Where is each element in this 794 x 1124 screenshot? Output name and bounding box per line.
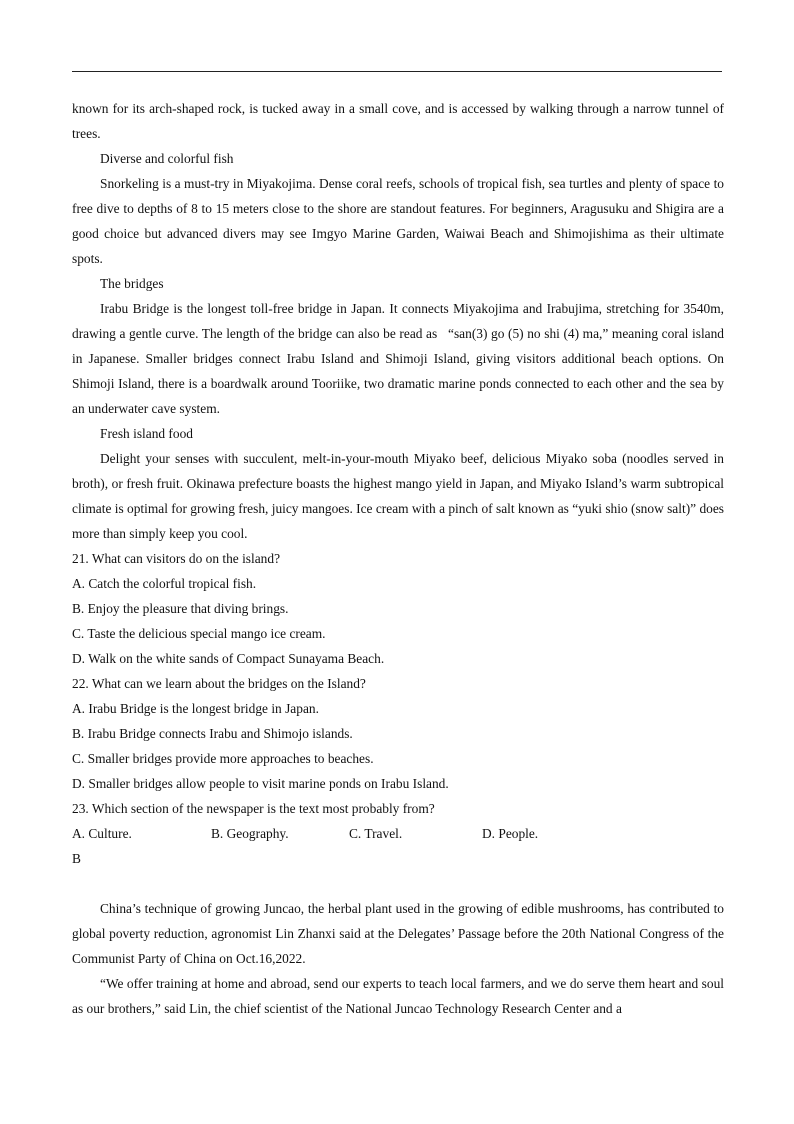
option-b[interactable]: B. Geography. xyxy=(211,826,289,841)
options-row xyxy=(72,821,724,846)
passage-b-label: B xyxy=(72,851,81,866)
passage-b-paragraph: China’s technique of growing Juncao, the herbal plant used in the growing of edible mushrooms, has contributed to global poverty reduction, agronomist Lin Zhanxi said at the Delegates’ Passage before the 20th National Congress of the Communist Party of China on Oct.16,2022. xyxy=(72,901,724,966)
option-c[interactable]: C. Smaller bridges provide more approaches to beaches. xyxy=(72,751,374,766)
option-c[interactable]: C. Travel. xyxy=(349,826,403,841)
section-heading-food: Fresh island food xyxy=(100,426,193,441)
option-d[interactable]: D. Walk on the white sands of Compact Sunayama Beach. xyxy=(72,651,385,666)
option-a[interactable]: A. Catch the colorful tropical fish. xyxy=(72,576,257,591)
option-d[interactable]: D. People. xyxy=(482,826,539,841)
passage-a-intro-continuation: known for its arch-shaped rock, is tucked away in a small cove, and is accessed by walking through a narrow tunnel of trees. xyxy=(72,101,724,141)
option-b[interactable]: B. Enjoy the pleasure that diving brings. xyxy=(72,601,289,616)
option-c[interactable]: C. Taste the delicious special mango ice cream. xyxy=(72,626,326,641)
section-body-food: Delight your senses with succulent, melt-in-your-mouth Miyako beef, delicious Miyako soba (noodles served in broth), or fresh fruit. Okinawa prefecture boasts the highest mango yield in Japan, and Miyako Island’s warm subtropical climate is optimal for growing fresh, juicy mangoes. Ice cream with a pinch of salt known as “yuki shio (snow salt)” does more than simply keep you cool. xyxy=(72,451,724,541)
passage-b-paragraph: “We offer training at home and abroad, send our experts to teach local farmers, and we do serve them heart and soul as our brothers,” said Lin, the chief scientist of the National Juncao Technology Research Center and a xyxy=(72,976,724,1016)
section-body-fish: Snorkeling is a must-try in Miyakojima. Dense coral reefs, schools of tropical fish, sea turtles and plenty of space to free dive to depths of 8 to 15 meters close to the shore are standout features. For beginners, Aragusuku and Shigira are a good choice but advanced divers may see Imgyo Marine Garden, Waiwai Beach and Shimojishima as their ultimate spots. xyxy=(72,176,724,266)
section-heading-bridges: The bridges xyxy=(100,276,164,291)
option-a[interactable]: A. Irabu Bridge is the longest bridge in Japan. xyxy=(72,701,319,716)
option-a[interactable]: A. Culture. xyxy=(72,826,132,841)
question-21 xyxy=(72,546,724,671)
document-body xyxy=(72,96,724,1021)
option-b[interactable]: B. Irabu Bridge connects Irabu and Shimojo islands. xyxy=(72,726,353,741)
header-rule xyxy=(72,71,722,72)
spacer xyxy=(72,871,724,896)
section-body-bridges: Irabu Bridge is the longest toll-free bridge in Japan. It connects Miyakojima and Irabujima, stretching for 3540m, drawing a gentle curve. The length of the bridge can also be read as “san(3) go (5) no shi (4) ma,” meaning coral island in Japanese. Smaller bridges connect Irabu Island and Shimoji Island, giving visitors additional beach options. On Shimoji Island, there is a boardwalk around Tooriike, two dramatic marine ponds connected to each other and the sea by an underwater cave system. xyxy=(72,301,724,416)
question-22 xyxy=(72,671,724,796)
question-stem: 22. What can we learn about the bridges on the Island? xyxy=(72,676,366,691)
question-stem: 23. Which section of the newspaper is the text most probably from? xyxy=(72,801,435,816)
option-d[interactable]: D. Smaller bridges allow people to visit marine ponds on Irabu Island. xyxy=(72,776,449,791)
question-23 xyxy=(72,796,724,846)
question-stem: 21. What can visitors do on the island? xyxy=(72,551,281,566)
section-heading-fish: Diverse and colorful fish xyxy=(100,151,234,166)
